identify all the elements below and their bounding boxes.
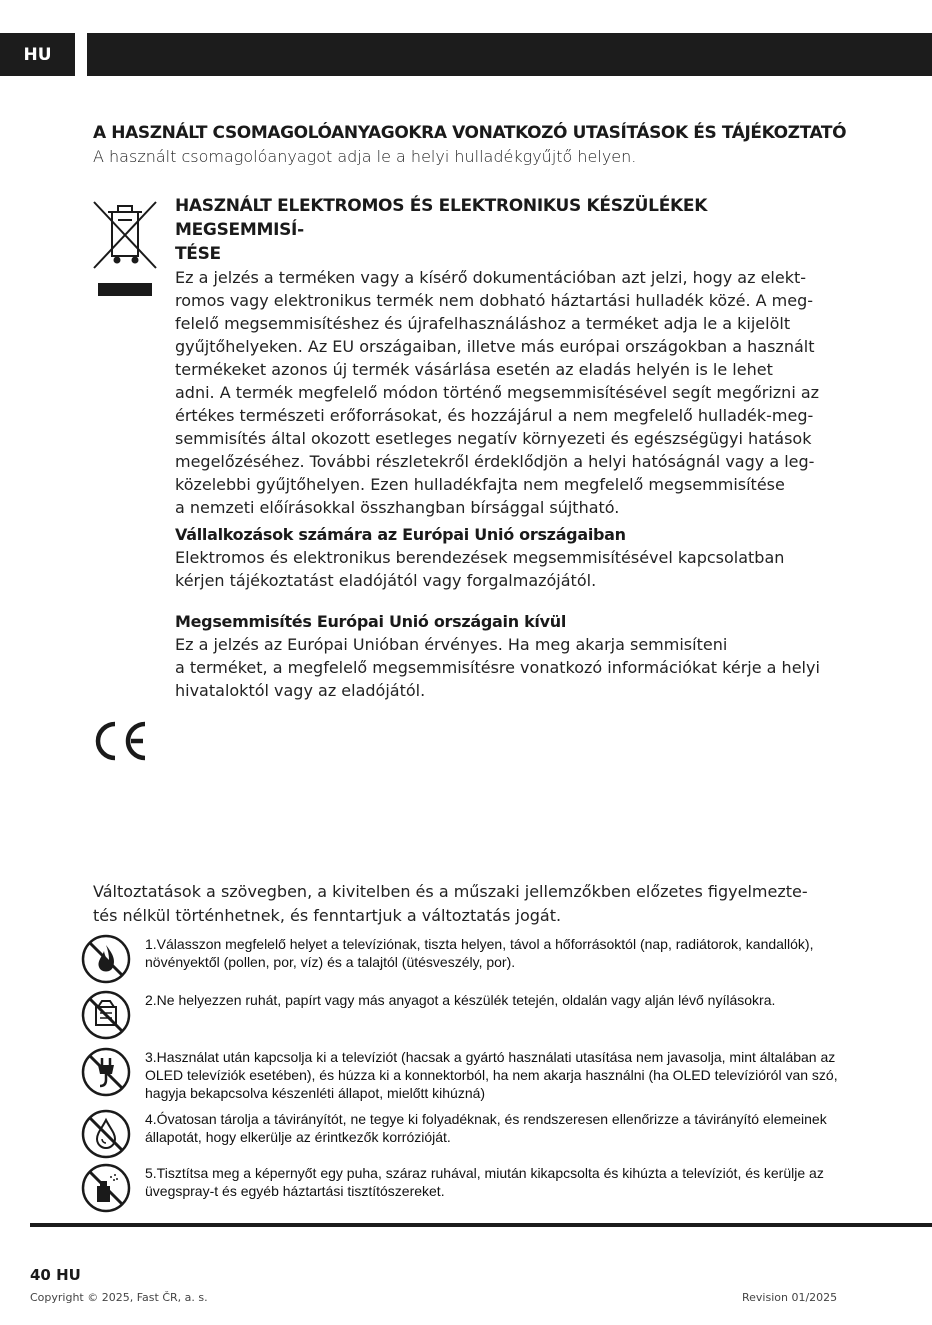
business-section bbox=[175, 524, 835, 592]
safety-text-1: 1.Válasszon megfelelő helyet a televíziónak, tiszta helyen, távol a hőforrásoktól (nap, radiátorok, kandallók), növényektől (pollen, por, víz) és a talajtól (ütésveszély, por). bbox=[145, 936, 814, 970]
no-cover-vents-icon bbox=[80, 989, 132, 1041]
weee-crossed-bin-icon bbox=[90, 196, 160, 300]
disposal-section bbox=[175, 194, 835, 519]
unplug-icon bbox=[80, 1046, 132, 1098]
business-text: Elektromos és elektronikus berendezések megsemmisítésével kapcsolatban kérjen tájékoztatást eladójától vagy forgalmazójától. bbox=[175, 548, 785, 590]
business-title: Vállalkozások számára az Európai Unió országaiban bbox=[175, 525, 626, 544]
safety-text-4: 4.Óvatosan tárolja a távirányítót, ne tegye ki folyadéknak, és rendszeresen ellenőrizze a távirányító elemeinek állapotát, hogy elkerülje az érintkezők korrózióját. bbox=[145, 1111, 827, 1145]
language-label: HU bbox=[23, 44, 52, 65]
outside-eu-title: Megsemmisítés Európai Unió országain kívül bbox=[175, 612, 567, 631]
copyright-text: Copyright © 2025, Fast ČR, a. s. bbox=[30, 1291, 208, 1304]
outside-eu-section bbox=[175, 611, 835, 702]
no-heat-source-icon bbox=[80, 933, 132, 985]
safety-text-3: 3.Használat után kapcsolja ki a televíziót (hacsak a gyártó használati utasítása nem javasolja, mint általában az OLED televíziók esetében), és húzza ki a konnektorból, ha nem akarja használni (ha OLED televízióról van szó, hagyja bekapcsolva készenléti állapot, mielőtt kihúzná) bbox=[145, 1049, 838, 1101]
changes-notice: Változtatások a szövegben, a kivitelben és a műszaki jellemzőkben előzetes figyelmezte- tés nélkül történhetnek, és fenntartjuk a változtatás jogát. bbox=[93, 882, 808, 925]
outside-eu-text: Ez a jelzés az Európai Unióban érvényes. Ha meg akarja semmisíteni a terméket, a megfelelő megsemmisítésre vonatkozó információkat kérje a helyi hivataloktól vagy az eladójától. bbox=[175, 635, 820, 700]
revision-text: Revision 01/2025 bbox=[742, 1291, 838, 1304]
safety-item-3 bbox=[80, 1046, 840, 1101]
disposal-title: HASZNÁLT ELEKTROMOS ÉS ELEKTRONIKUS KÉSZÜLÉKEK MEGSEMMISÍ- TÉSE bbox=[175, 196, 708, 264]
no-spray-icon bbox=[80, 1162, 132, 1214]
page-number: 40 HU bbox=[30, 1266, 81, 1284]
no-liquid-icon bbox=[80, 1108, 132, 1160]
packaging-title: A HASZNÁLT CSOMAGOLÓANYAGOKRA VONATKOZÓ UTASÍTÁSOK ÉS TÁJÉKOZTATÓ bbox=[93, 123, 847, 143]
safety-item-5 bbox=[80, 1162, 840, 1214]
safety-item-4 bbox=[80, 1108, 840, 1160]
safety-text-2: 2.Ne helyezzen ruhát, papírt vagy más anyagot a készülék tetején, oldalán vagy alján lévő nyílásokra. bbox=[145, 992, 776, 1008]
safety-item-2 bbox=[80, 989, 840, 1041]
header-bar bbox=[87, 33, 932, 76]
packaging-text: A használt csomagolóanyagot adja le a helyi hulladékgyűjtő helyen. bbox=[93, 147, 637, 166]
disposal-text: Ez a jelzés a terméken vagy a kísérő dokumentációban azt jelzi, hogy az elekt- romos vagy elektronikus termék nem dobható háztartási hulladék közé. A meg- felelő megsemmisítéshez és újrafelhasználáshoz a terméket adja le a kijelölt gyűjtőhelyeken. Az EU országaiban, illetve más európai országokban a használt termékeket azonos új termék vásárlása esetén az eladás helyén is le lehet adni. A termék megfelelő módon történő megsemmisítésével segít megőrizni az értékes természeti erőforrásokat, és hozzájárul a nem megfelelő hulladék-meg- semmisítés által okozott esetleges negatív környezeti és egészségügyi hatások megelőzéséhez. További részletekről érdeklődjön a helyi hatóságnál vagy a leg- közelebbi gyűjtőhelyen. Ezen hulladékfajta nem megfelelő megsemmisítése a nemzeti előírásokkal összhangban bírsággal sújtható. bbox=[175, 268, 820, 517]
safety-text-5: 5.Tisztítsa meg a képernyőt egy puha, száraz ruhával, miután kikapcsolta és kihúzta a televíziót, és kerülje az üvegspray-t és egyéb háztartási tisztítószereket. bbox=[145, 1165, 824, 1199]
ce-mark-icon bbox=[93, 720, 151, 762]
safety-item-1 bbox=[80, 933, 840, 985]
footer-divider bbox=[30, 1223, 932, 1227]
language-tab bbox=[0, 33, 75, 76]
